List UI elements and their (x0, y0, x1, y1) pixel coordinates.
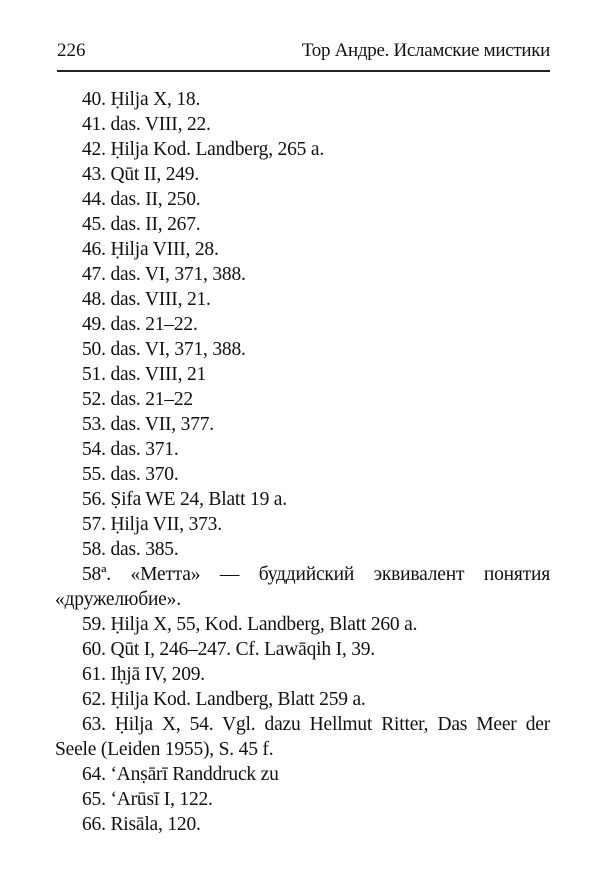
endnote: 54. das. 371. (82, 439, 179, 460)
endnote: 58. das. 385. (82, 539, 179, 560)
endnote: 46. Ḥilja VIII, 28. (82, 239, 219, 260)
endnote: 63. Ḥilja X, 54. Vgl. dazu Hellmut Ritter, Das Meer der Seele (Leiden 1955), S. 45 f. (55, 714, 550, 760)
endnote: 62. Ḥilja Kod. Landberg, Blatt 259 a. (82, 689, 366, 710)
endnote: 41. das. VIII, 22. (82, 114, 211, 135)
page-number: 226 (57, 40, 86, 61)
endnote: 48. das. VIII, 21. (82, 289, 211, 310)
endnote: 58ª. «Метта» — буддийский эквивалент понятия «дружелюбие». (55, 564, 550, 610)
endnote: 55. das. 370. (82, 464, 179, 485)
endnote: 47. das. VI, 371, 388. (82, 264, 246, 285)
endnote: 43. Qūt II, 249. (82, 164, 200, 185)
endnote: 66. Risāla, 120. (82, 814, 201, 835)
page-header (57, 40, 550, 68)
endnote: 42. Ḥilja Kod. Landberg, 265 a. (82, 139, 325, 160)
endnote: 53. das. VII, 377. (82, 414, 214, 435)
endnote: 64. ʻAnṣārī Randdruck zu (82, 764, 279, 785)
running-title: Тор Андре. Исламские мистики (301, 40, 550, 61)
endnote: 40. Ḥilja X, 18. (82, 89, 201, 110)
endnote: 59. Ḥilja X, 55, Kod. Landberg, Blatt 260 a. (82, 614, 418, 635)
endnote: 60. Qūt I, 246–247. Cf. Lawāqih I, 39. (82, 639, 375, 660)
endnote: 50. das. VI, 371, 388. (82, 339, 246, 360)
endnote: 57. Ḥilja VII, 373. (82, 514, 222, 535)
endnote: 45. das. II, 267. (82, 214, 201, 235)
endnote: 51. das. VIII, 21 (82, 364, 207, 385)
endnote: 44. das. II, 250. (82, 189, 201, 210)
endnote: 56. Ṣifa WE 24, Blatt 19 a. (82, 489, 287, 510)
endnote: 65. ʻArūsī I, 122. (82, 789, 213, 810)
endnote: 61. Iḥjā IV, 209. (82, 664, 205, 685)
endnotes-list (55, 87, 550, 837)
header-rule (57, 70, 550, 72)
endnote: 52. das. 21–22 (82, 389, 193, 410)
endnote: 49. das. 21–22. (82, 314, 198, 335)
